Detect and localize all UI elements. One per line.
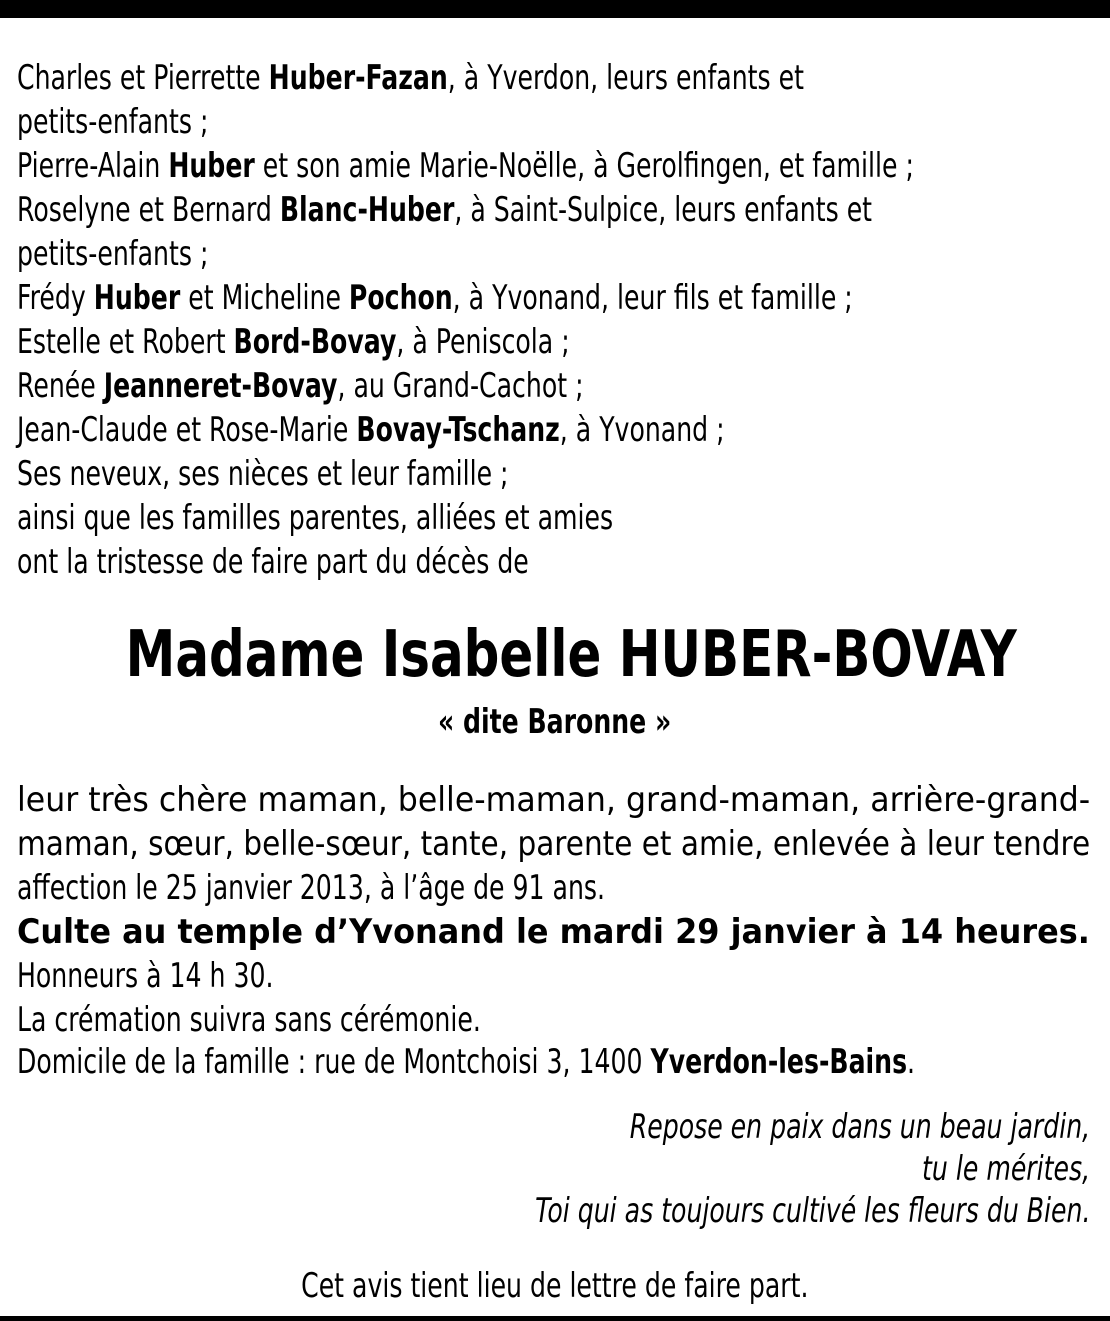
poem-line: tu le mérites, (921, 1149, 1090, 1189)
ceremony-info: Culte au temple d’Yvonand le mardi 29 janvier à 14 heures. (17, 912, 1090, 952)
description-line: leur très chère maman, belle-maman, grand-maman, arrière-grand- (17, 780, 1091, 820)
family-line: petits-enfants ; (17, 234, 209, 274)
family-line: Frédy Huber et Micheline Pochon, à Yvonand, leur fils et famille ; (17, 278, 853, 318)
family-line: Pierre-Alain Huber et son amie Marie-Noëlle, à Gerolfingen, et famille ; (17, 146, 914, 186)
family-line: Roselyne et Bernard Blanc-Huber, à Saint-Sulpice, leurs enfants et (17, 190, 873, 230)
top-border (0, 0, 1110, 18)
family-line: petits-enfants ; (17, 102, 209, 142)
family-address: Domicile de la famille : rue de Montchoisi 3, 1400 Yverdon-les-Bains. (17, 1042, 916, 1082)
cremation-info: La crémation suivra sans cérémonie. (17, 1000, 481, 1040)
family-line: Ses neveux, ses nièces et leur famille ; (17, 454, 509, 494)
family-line: Jean-Claude et Rose-Marie Bovay-Tschanz, à Yvonand ; (17, 410, 725, 450)
description-line: maman, sœur, belle-sœur, tante, parente et amie, enlevée à leur tendre (17, 824, 1091, 864)
bottom-border (0, 1316, 1110, 1321)
poem-line: Repose en paix dans un beau jardin, (629, 1107, 1090, 1147)
family-line: Charles et Pierrette Huber-Fazan, à Yverdon, leurs enfants et (17, 58, 804, 98)
deceased-nickname: « dite Baronne » (438, 702, 672, 742)
description-line: affection le 25 janvier 2013, à l’âge de 91 ans. (17, 868, 606, 908)
deceased-name: Madame Isabelle HUBER-BOVAY (125, 618, 1017, 692)
family-line: Renée Jeanneret-Bovay, au Grand-Cachot ; (17, 366, 584, 406)
family-line: ainsi que les familles parentes, alliées et amies (17, 498, 614, 538)
poem-line: Toi qui as toujours cultivé les fleurs du Bien. (534, 1191, 1090, 1231)
honors-info: Honneurs à 14 h 30. (17, 956, 274, 996)
closing-note: Cet avis tient lieu de lettre de faire part. (301, 1266, 809, 1306)
family-line: Estelle et Robert Bord-Bovay, à Peniscola ; (17, 322, 570, 362)
family-line: ont la tristesse de faire part du décès de (17, 542, 529, 582)
